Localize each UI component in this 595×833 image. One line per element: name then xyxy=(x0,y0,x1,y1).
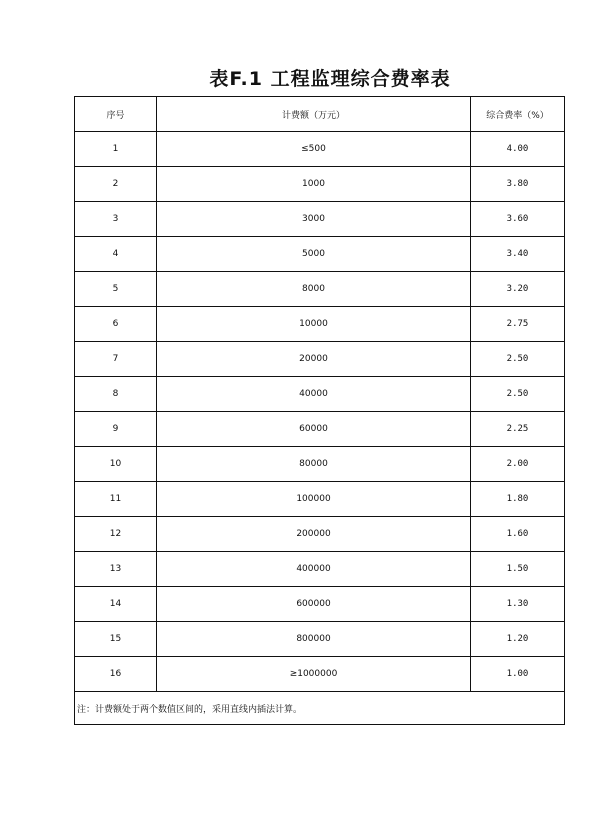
row-index: 14 xyxy=(75,587,157,622)
row-index: 13 xyxy=(75,552,157,587)
row-rate: 1.30 xyxy=(471,587,565,622)
row-fee-base: 80000 xyxy=(157,447,471,482)
table-row xyxy=(75,552,565,587)
row-index: 11 xyxy=(75,482,157,517)
row-fee-base: 10000 xyxy=(157,307,471,342)
header-index: 序号 xyxy=(75,97,157,132)
table-row xyxy=(75,307,565,342)
row-index: 6 xyxy=(75,307,157,342)
table-row xyxy=(75,272,565,307)
row-rate: 2.50 xyxy=(471,342,565,377)
table-row xyxy=(75,657,565,692)
row-fee-base: 60000 xyxy=(157,412,471,447)
row-fee-base: 600000 xyxy=(157,587,471,622)
row-fee-base: 40000 xyxy=(157,377,471,412)
row-rate: 1.80 xyxy=(471,482,565,517)
row-rate: 3.20 xyxy=(471,272,565,307)
row-index: 4 xyxy=(75,237,157,272)
row-rate: 1.60 xyxy=(471,517,565,552)
row-index: 10 xyxy=(75,447,157,482)
page-title: 表F.1 工程监理综合费率表 xyxy=(209,68,451,90)
table-row xyxy=(75,517,565,552)
table-row xyxy=(75,622,565,657)
row-rate: 4.00 xyxy=(471,132,565,167)
row-index: 5 xyxy=(75,272,157,307)
row-rate: 2.75 xyxy=(471,307,565,342)
row-index: 1 xyxy=(75,132,157,167)
table-row xyxy=(75,377,565,412)
row-index: 9 xyxy=(75,412,157,447)
row-index: 3 xyxy=(75,202,157,237)
note-row xyxy=(75,692,565,725)
table-row xyxy=(75,482,565,517)
row-index: 8 xyxy=(75,377,157,412)
row-fee-base: 20000 xyxy=(157,342,471,377)
table-row xyxy=(75,237,565,272)
row-index: 12 xyxy=(75,517,157,552)
row-rate: 2.00 xyxy=(471,447,565,482)
row-fee-base: ≤500 xyxy=(157,132,471,167)
row-rate: 2.50 xyxy=(471,377,565,412)
row-fee-base: 8000 xyxy=(157,272,471,307)
row-index: 15 xyxy=(75,622,157,657)
fee-rate-table xyxy=(74,96,565,725)
row-index: 7 xyxy=(75,342,157,377)
row-fee-base: 3000 xyxy=(157,202,471,237)
row-rate: 3.60 xyxy=(471,202,565,237)
table-header-row xyxy=(75,97,565,132)
row-rate: 2.25 xyxy=(471,412,565,447)
row-rate: 3.80 xyxy=(471,167,565,202)
table-row xyxy=(75,167,565,202)
row-fee-base: 1000 xyxy=(157,167,471,202)
table-row xyxy=(75,447,565,482)
row-fee-base: 100000 xyxy=(157,482,471,517)
row-rate: 1.00 xyxy=(471,657,565,692)
header-fee-base: 计费额（万元） xyxy=(157,97,471,132)
row-fee-base: 200000 xyxy=(157,517,471,552)
table-row xyxy=(75,132,565,167)
row-fee-base: 800000 xyxy=(157,622,471,657)
row-index: 2 xyxy=(75,167,157,202)
row-rate: 1.50 xyxy=(471,552,565,587)
table-row xyxy=(75,412,565,447)
row-rate: 3.40 xyxy=(471,237,565,272)
table-note: 注：计费额处于两个数值区间的，采用直线内插法计算。 xyxy=(75,692,565,725)
row-rate: 1.20 xyxy=(471,622,565,657)
table-row xyxy=(75,202,565,237)
table-row xyxy=(75,342,565,377)
header-rate: 综合费率（%） xyxy=(471,97,565,132)
table-row xyxy=(75,587,565,622)
row-fee-base: ≥1000000 xyxy=(157,657,471,692)
row-fee-base: 5000 xyxy=(157,237,471,272)
row-fee-base: 400000 xyxy=(157,552,471,587)
row-index: 16 xyxy=(75,657,157,692)
